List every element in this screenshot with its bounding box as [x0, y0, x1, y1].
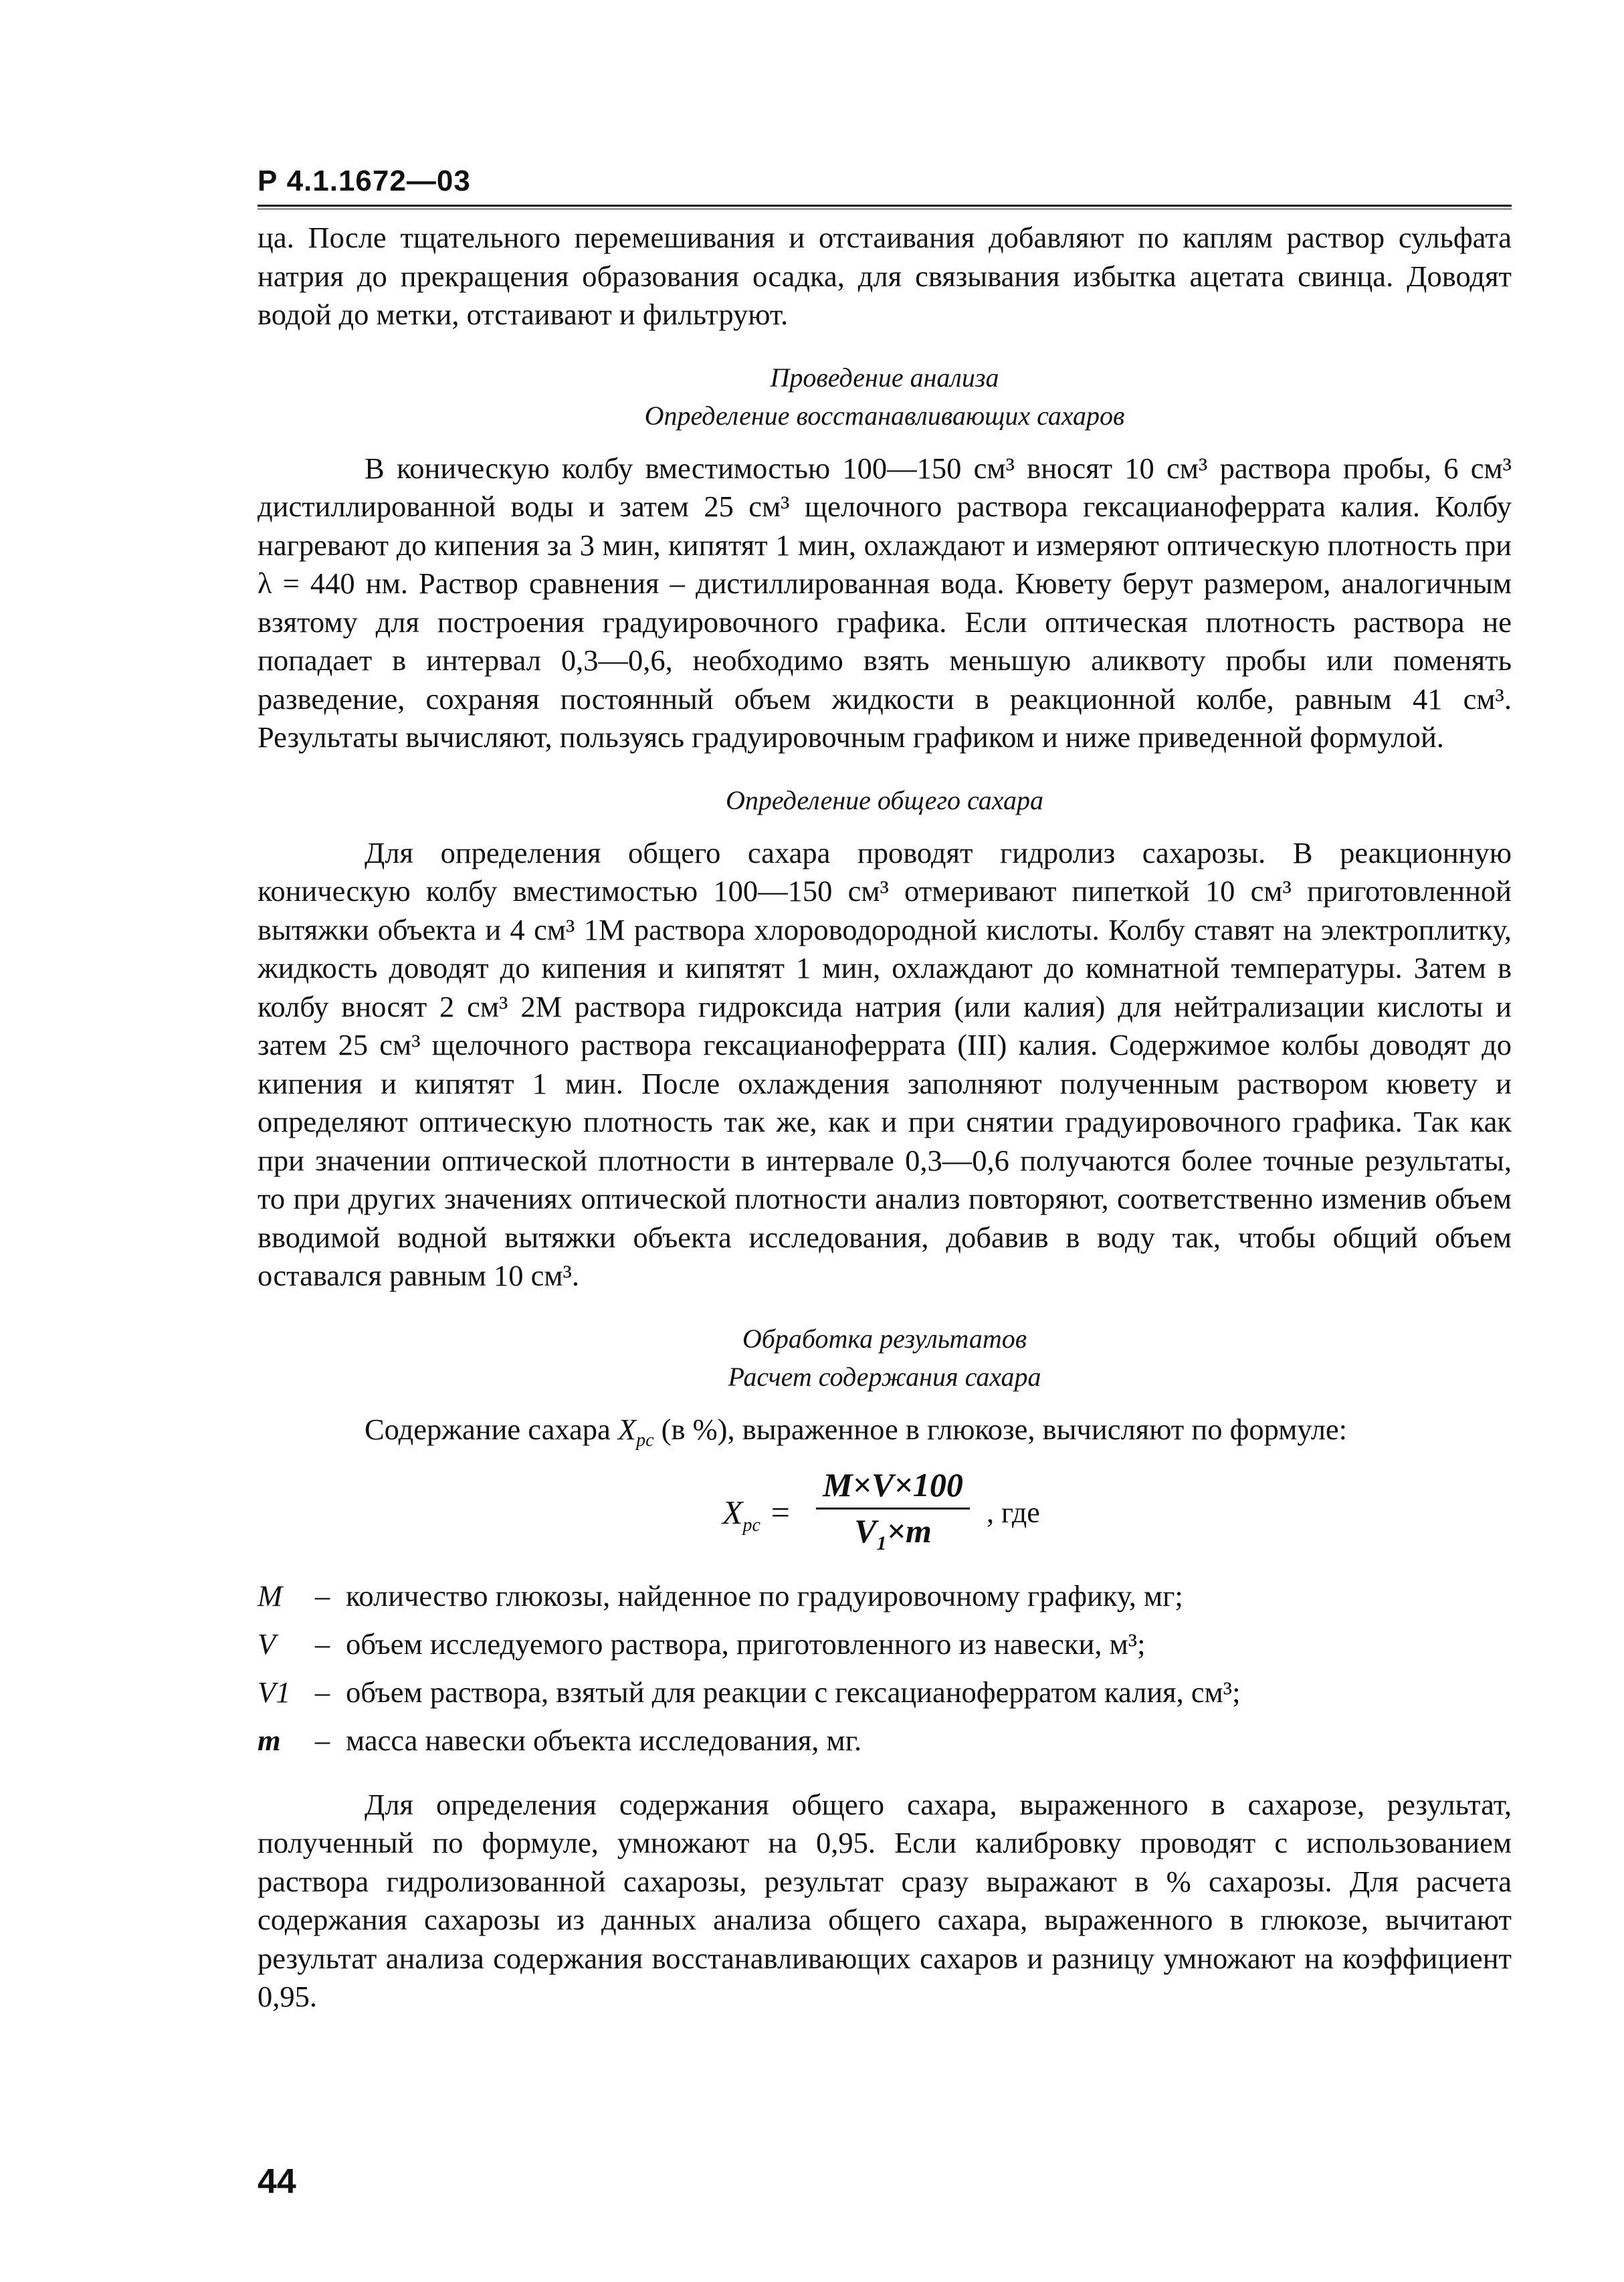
variable-description: объем раствора, взятый для реакции с гексацианоферратом калия, см³;	[346, 1675, 1241, 1709]
intro-paragraph: ца. После тщательного перемешивания и отстаивания добавляют по каплям раствор сульфата натрия до прекращения образования осадка, для связывания избытка ацетата свинца. Доводят водой до метки, отстаивают и фильтруют.	[258, 221, 1512, 331]
formula-intro: Содержание сахара $X_{pc}$ (в %), выраженное в глюкозе, вычисляют по формуле:	[365, 1412, 1348, 1451]
formula-lhs: $X_{pc}$ =	[722, 1493, 792, 1536]
section-subtitle-total-sugar: Определение общего сахара	[726, 785, 1043, 815]
variable-row: V – объем исследуемого раствора, приготовленного из навески, м³;	[258, 1620, 1512, 1668]
document-page	[258, 163, 1512, 2016]
section-subtitle-calculation: Расчет содержания сахара	[728, 1361, 1041, 1392]
variable-row: M – количество глюкозы, найденное по градуировочному графику, мг;	[258, 1572, 1512, 1620]
section-title-results: Обработка результатов	[742, 1323, 1027, 1354]
formula-denominator: $V_1\times m$	[854, 1512, 932, 1554]
sugar-formula	[258, 1463, 1512, 1564]
section-title-analysis: Проведение анализа	[770, 362, 999, 393]
paragraph-reducing-sugars: В коническую колбу вместимостью 100—150 см³ вносят 10 см³ раствора пробы, 6 см³ дистиллированной воды и затем 25 см³ щелочного раствора гексацианоферрата калия. Колбу нагревают до кипения за 3 мин, кипятят 1 мин, охлаждают и измеряют оптическую плотность при λ = 440 нм. Раствор сравнения – дистиллированная вода. Кювету берут размером, аналогичным взятому для построения градуировочного графика. Если оптическая плотность раствора не попадает в интервал 0,3—0,6, необходимо взять меньшую аликвоту пробы или поменять разведение, сохраняя постоянный объем жидкости в реакционной колбе, равным 41 см³. Результаты вычисляют, пользуясь градуировочным графиком и ниже приведенной формулой.	[258, 451, 1512, 754]
paragraph-total-sugar: Для определения общего сахара проводят гидролиз сахарозы. В реакционную коническую колбу вместимостью 100—150 см³ отмеривают пипеткой 10 см³ приготовленной вытяжки объекта и 4 см³ 1М раствора хлороводородной кислоты. Колбу ставят на электроплитку, жидкость доводят до кипения и кипятят 1 мин, охлаждают до комнатной температуры. Затем в колбу вносят 2 см³ 2М раствора гидроксида натрия (или калия) для нейтрализации кислоты и затем 25 см³ щелочного раствора гексацианоферрата (III) калия. Содержимое колбы доводят до кипения и кипятят 1 мин. После охлаждения заполняют полученным раствором кювету и определяют оптическую плотность так же, как и при снятии градуировочного графика. Так как при значении оптической плотности в интервале 0,3—0,6 получаются более точные результаты, то при других значениях оптической плотности анализ повторяют, соответственно изменив объем вводимой водной вытяжки объекта исследования, добавив в воду так, чтобы общий объем оставался равным 10 см³.	[258, 835, 1512, 1292]
document-code: Р 4.1.1672—03	[258, 165, 471, 197]
header-rule	[258, 205, 1512, 207]
section-subtitle-reducing-sugars: Определение восстанавливающих сахаров	[644, 400, 1125, 431]
variable-symbol: V1	[258, 1675, 291, 1709]
formula-where: , где	[987, 1495, 1040, 1529]
variable-description: количество глюкозы, найденное по градуировочному графику, мг;	[346, 1578, 1183, 1613]
variable-symbol: m	[258, 1723, 281, 1757]
page-number: 44	[258, 2162, 296, 2201]
variable-description: масса навески объекта исследования, мг.	[346, 1723, 862, 1757]
paragraph-sucrose: Для определения содержания общего сахара, выраженного в сахарозе, результат, полученный по формуле, умножают на 0,95. Если калибровку проводят с использованием раствора гидролизованной сахарозы, результат сразу выражают в % сахарозы. Для расчета содержания сахарозы из данных анализа общего сахара, выраженного в глюкозе, вычитают результат анализа содержания восстанавливающих сахаров и разницу умножают на коэффициент 0,95.	[258, 1787, 1512, 2014]
variable-row: V1 – объем раствора, взятый для реакции с гексацианоферратом калия, см³;	[258, 1668, 1512, 1716]
variable-symbol: M	[258, 1578, 283, 1613]
formula-numerator: M×V×100	[816, 1463, 970, 1510]
formula-fraction	[816, 1463, 970, 1565]
variable-list	[258, 1572, 1512, 1764]
variable-symbol: V	[258, 1627, 276, 1661]
variable-description: объем исследуемого раствора, приготовленного из навески, м³;	[346, 1627, 1146, 1661]
variable-row: m – масса навески объекта исследования, мг.	[258, 1716, 1512, 1764]
